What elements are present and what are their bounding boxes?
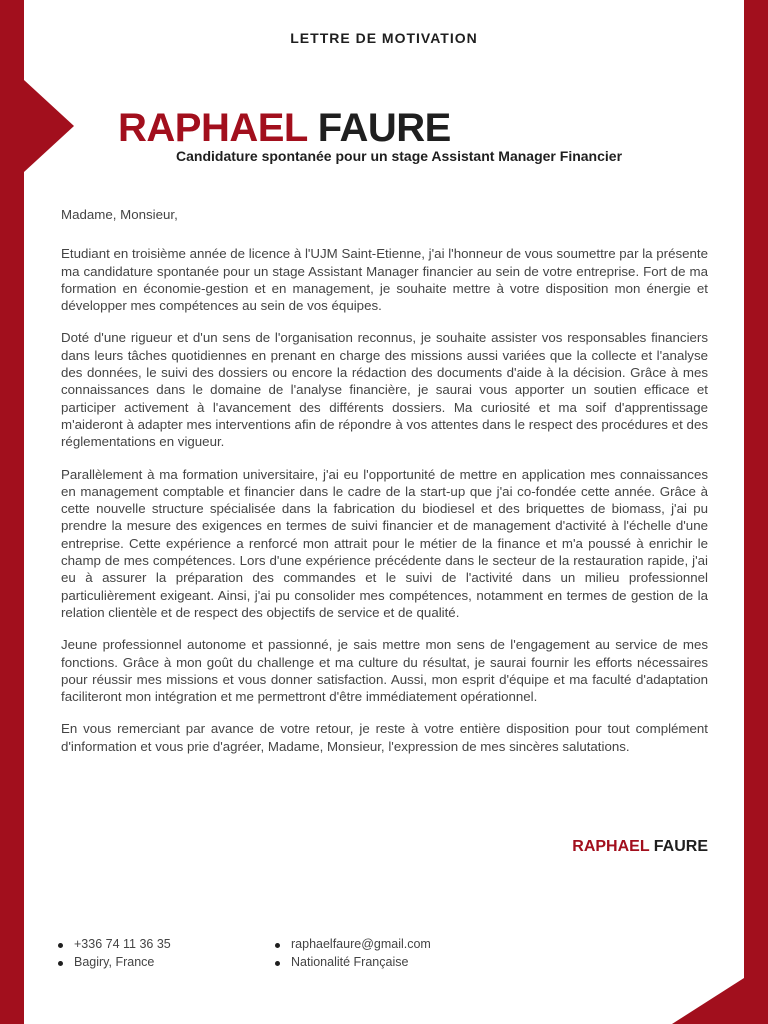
contact-column-left [56,936,171,971]
contact-email [273,936,431,954]
signature-first-name: RAPHAEL [572,838,650,855]
left-accent-arrow [24,80,74,172]
letter-paragraph: Doté d'une rigueur et d'un sens de l'organisation reconnus, je souhaite assister vos responsables financiers dans leurs tâches quotidiennes en prenant en charge des missions aussi variées que la collecte et l'analyse des données, le suivi des dossiers ou encore la rédaction des documents d'aide à la décision. Grâce à mes connaissances dans le domaine de l'analyse financière, je saurai vous apporter un soutien efficace et participer activement à l'avancement des différents dossiers. Ma curiosité et ma soif d'apprentissage m'aideront à adapter mes interventions afin de répondre à vos attentes dans le respect des procédures et des réglementations en vigueur. [61,330,708,450]
candidate-last-name: FAURE [317,106,451,150]
letter-body [61,206,708,770]
letter-salutation: Madame, Monsieur, [61,207,178,222]
letter-paragraph: Jeune professionnel autonome et passionné, je sais mettre mon sens de l'engagement au service de mes fonctions. Grâce à mon goût du challenge et ma culture du résultat, je saurai fournir les efforts nécessaires pour réussir mes missions et vous donner satisfaction. Aussi, mon esprit d'équipe et ma faculté d'adaptation faciliteront mon intégration et me permettront d'être immédiatement opérationnel. [61,637,708,705]
right-accent-bar [744,0,768,1024]
phone-text: +336 74 11 36 35 [74,937,171,951]
letter-paragraph: Etudiant en troisième année de licence à l'UJM Saint-Etienne, j'ai l'honneur de vous soumettre par la présente ma candidature spontanée pour un stage Assistant Manager financier au sein de votre entreprise. Fort de ma formation en économie-gestion et en management, je souhaite mettre à votre disposition mon énergie et développer mes compétences au sein de vos équipes. [61,246,708,314]
bullet-icon [275,961,280,966]
bullet-icon [58,943,63,948]
letter-paragraph: Parallèlement à ma formation universitaire, j'ai eu l'opportunité de mettre en application mes connaissances en management comptable et financier dans le cadre de la start-up que j'ai co-fondée cette année. Grâce à cette nouvelle structure spécialisée dans la fabrication du biodiesel et des briquettes de biomass, j'ai pu prendre la mesure des exigences en termes de suivi financier et de management d'activité à l'échelle d'une entreprise. Cette expérience a renforcé mon attrait pour le métier de la finance et m'a poussé à enrichir le champ de mes compétences. Lors d'une expérience précédente dans le secteur de la restauration rapide, j'ai eu à assurer la préparation des commandes et le suivi de l'activité dans un milieu professionnel particulièrement exigeant. Ainsi, j'ai pu consolider mes compétences, notamment en termes de gestion de la relation clientèle et de respect des objectifs de service et de qualité. [61,466,708,620]
left-accent-bar [0,0,24,1024]
signature-last-name: FAURE [653,838,708,855]
contact-phone [56,936,171,954]
bottom-right-accent-corner [672,978,744,1024]
candidate-name [118,105,451,151]
bullet-icon [275,943,280,948]
contact-location [56,954,171,972]
email-text: raphaelfaure@gmail.com [291,937,431,951]
signature [572,838,708,856]
letter-paragraph: En vous remerciant par avance de votre retour, je reste à votre entière disposition pour tout complément d'information et vous prie d'agréer, Madame, Monsieur, l'expression de mes sincères salutations. [61,721,708,754]
bullet-icon [58,961,63,966]
application-subtitle: Candidature spontanée pour un stage Assistant Manager Financier [176,148,623,164]
contact-column-right [273,936,431,971]
candidate-first-name: RAPHAEL [118,106,308,150]
nationality-text: Nationalité Française [291,954,409,969]
location-text: Bagiry, France [74,954,155,969]
contact-nationality [273,954,431,972]
document-label: LETTRE DE MOTIVATION [290,30,478,46]
